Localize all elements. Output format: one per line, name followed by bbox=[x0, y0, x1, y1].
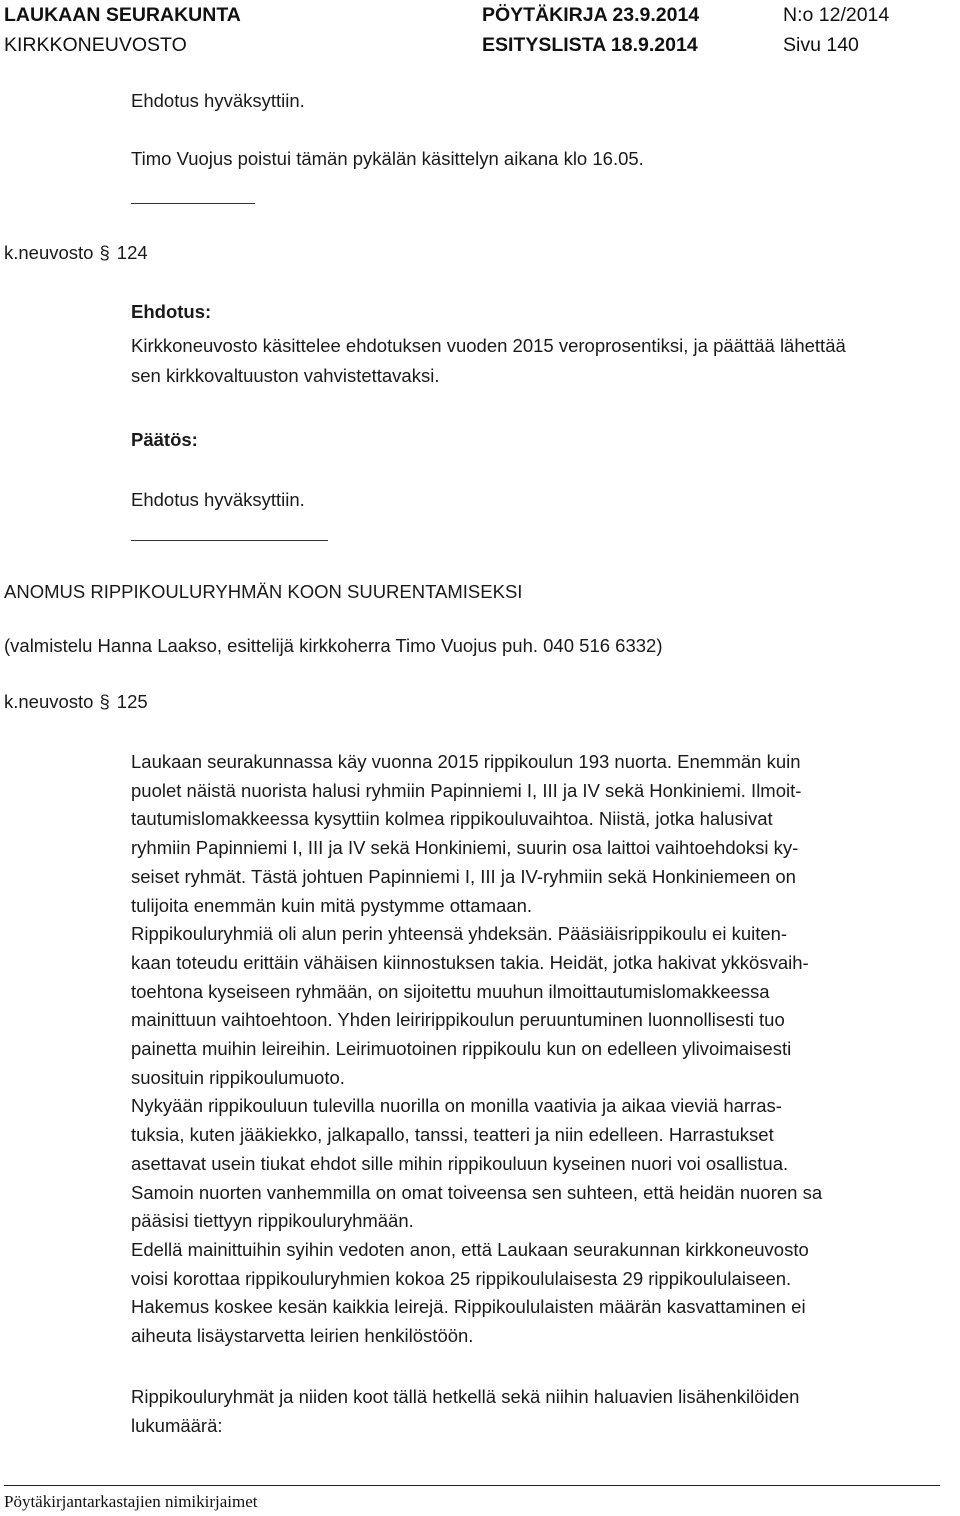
section-prefix: k.neuvosto bbox=[4, 242, 94, 263]
body-line: toehtona kyseiseen ryhmään, on sijoitettu muuhun ilmoittautumislomakkeessa bbox=[131, 980, 770, 1002]
separator-line bbox=[131, 540, 328, 541]
previous-decision: Ehdotus hyväksyttiin. bbox=[131, 90, 305, 111]
body-line: Hakemus koskee kesän kaikkia leirejä. Rippikoululaisten määrän kasvattaminen ei bbox=[131, 1296, 806, 1318]
body-line: seiset ryhmät. Tästä johtuen Papinniemi I, III ja IV-ryhmiin sekä Honkiniemeen on bbox=[131, 865, 796, 887]
proposal-heading: Ehdotus: bbox=[131, 301, 212, 322]
body-line: aiheuta lisäystarvetta leirien henkilöstöön. bbox=[131, 1325, 474, 1347]
preparer-note: (valmistelu Hanna Laakso, esittelijä kirkkoherra Timo Vuojus puh. 040 516 6332) bbox=[4, 635, 663, 656]
body-line: asettavat usein tiukat ehdot sille mihin rippikouluun kyseinen nuori voi osallistua. bbox=[131, 1152, 789, 1174]
body-line: Samoin nuorten vanhemmilla on omat toiveensa sen suhteen, että heidän nuoren sa bbox=[131, 1181, 823, 1203]
section-mark: § bbox=[99, 242, 110, 263]
organization-name: LAUKAAN SEURAKUNTA bbox=[4, 4, 241, 26]
body-line: tuksia, kuten jääkiekko, jalkapallo, tanssi, teatteri ja niin edelleen. Harrastukset bbox=[131, 1124, 774, 1146]
body-line: Laukaan seurakunnassa käy vuonna 2015 rippikoulun 193 nuorta. Enemmän kuin bbox=[131, 751, 801, 772]
page-header bbox=[4, 4, 956, 60]
body-line: puolet näistä nuorista halusi ryhmiin Papinniemi I, III ja IV sekä Honkiniemi. Ilmoit- bbox=[131, 779, 802, 801]
section-title: ANOMUS RIPPIKOULURYHMÄN KOON SUURENTAMISEKSI bbox=[4, 581, 523, 602]
footer-rule bbox=[4, 1485, 940, 1486]
section-mark: § bbox=[99, 691, 110, 712]
meeting-number: N:o 12/2014 bbox=[783, 4, 890, 26]
proposal-line: sen kirkkovaltuuston vahvistettavaksi. bbox=[131, 365, 440, 386]
body-line: Rippikouluryhmät ja niiden koot tällä hetkellä sekä niihin haluavien lisähenkilöiden bbox=[131, 1386, 800, 1407]
body-line: mainittuun vaihtoehtoon. Yhden leiririppikoulun peruuntuminen luonnollisesti tuo bbox=[131, 1009, 785, 1031]
agenda-date: ESITYSLISTA 18.9.2014 bbox=[482, 34, 698, 56]
page-number: Sivu 140 bbox=[783, 34, 859, 56]
section-number: 124 bbox=[116, 242, 148, 263]
decision-heading: Päätös: bbox=[131, 429, 198, 450]
section-number: 125 bbox=[116, 691, 148, 712]
body-name: KIRKKONEUVOSTO bbox=[4, 34, 187, 56]
application-body bbox=[131, 748, 956, 1351]
body-line: tulijoita enemmän kuin mitä pystymme ottamaan. bbox=[131, 894, 533, 916]
body-line: pääsisi tiettyyn rippikouluryhmään. bbox=[131, 1210, 414, 1232]
section-prefix: k.neuvosto bbox=[4, 691, 94, 712]
body-line: tautumislomakkeessa kysyttiin kolmea rippikouluvaihtoa. Niistä, jotka halusivat bbox=[131, 808, 773, 830]
body-line: painetta muihin leireihin. Leirimuotoinen rippikoulu kun on edelleen ylivoimaisesti bbox=[131, 1038, 792, 1060]
recusal-note: Timo Vuojus poistui tämän pykälän käsittelyn aikana klo 16.05. bbox=[131, 148, 644, 169]
body-line: Rippikouluryhmiä oli alun perin yhteensä yhdeksän. Pääsiäisrippikoulu ei kuiten- bbox=[131, 923, 788, 945]
body-line: kaan toteudu erittäin vähäisen kiinnostuksen takia. Heidät, jotka hakivat ykkösvaih- bbox=[131, 951, 809, 973]
separator-line bbox=[131, 203, 255, 204]
proposal-line: Kirkkoneuvosto käsittelee ehdotuksen vuoden 2015 veroprosentiksi, ja päättää lähettää bbox=[131, 335, 846, 356]
body-line: Nykyään rippikouluun tulevilla nuorilla on monilla vaativia ja aikaa vieviä harras- bbox=[131, 1095, 782, 1117]
body-line: lukumäärä: bbox=[131, 1414, 223, 1436]
decision-text: Ehdotus hyväksyttiin. bbox=[131, 489, 305, 510]
body-line: Edellä mainittuihin syihin vedoten anon, että Laukaan seurakunnan kirkkoneuvosto bbox=[131, 1238, 809, 1260]
closing-paragraph bbox=[131, 1383, 956, 1440]
section-reference-124 bbox=[4, 238, 148, 267]
body-line: voisi korottaa rippikouluryhmien kokoa 25 rippikoululaisesta 29 rippikoululaiseen. bbox=[131, 1267, 792, 1289]
minutes-date: PÖYTÄKIRJA 23.9.2014 bbox=[482, 4, 700, 26]
footer-label: Pöytäkirjantarkastajien nimikirjaimet bbox=[4, 1492, 258, 1511]
body-line: ryhmiin Papinniemi I, III ja IV sekä Honkiniemi, suurin osa laittoi vaihtoehdoksi ky- bbox=[131, 837, 799, 859]
body-line: suosituin rippikoulumuoto. bbox=[131, 1066, 345, 1088]
section-reference-125 bbox=[4, 687, 148, 716]
